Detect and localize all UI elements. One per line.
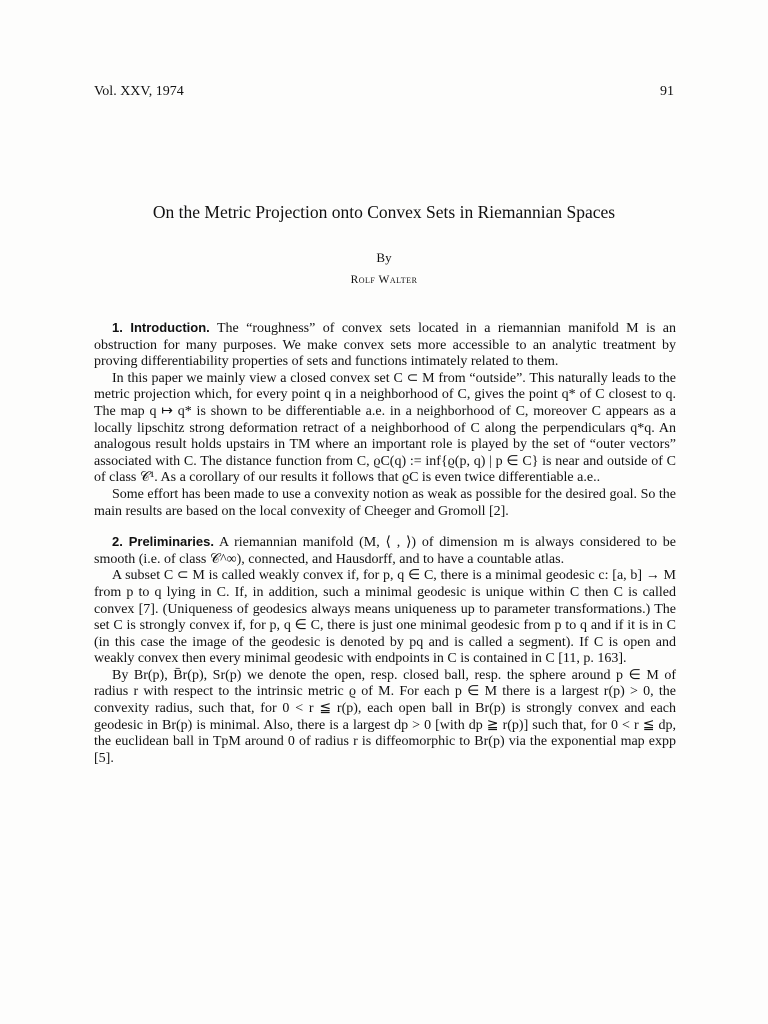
prelim-paragraph-3: By Br(p), B̄r(p), Sr(p) we denote the open, resp. closed ball, resp. the sphere around p ∈ M of radius r with respect to the intrinsic metric ϱ of M. For each p ∈ M there is a largest r(p) > 0, the convexity radius, such that, for 0 < r ≦ r(p), each open ball in Br(p) is strongly convex and each geodesic in Br(p) is minimal. Also, there is a largest dp > 0 [with dp ≧ r(p)] such that, for 0 < r ≦ dp, the euclidean ball in TpM around 0 of radius r is diffeomorphic to Br(p) via the exponential map expp [5]. xyxy=(94,667,676,766)
running-header xyxy=(94,84,674,104)
byline: By xyxy=(376,250,392,265)
journal-volume: Vol. XXV, 1974 xyxy=(94,84,184,99)
intro-paragraph-2: In this paper we mainly view a closed convex set C ⊂ M from “outside”. This naturally leads to the metric projection which, for every point q in a neighborhood of C, gives the point q* of C closest to q. The map q ↦ q* is shown to be differentiable a.e. in a neighborhood of C, moreover C appears as a locally lipschitz strong deformation retract of a neighborhood of C along the perpendiculars q*q. An analogous result holds upstairs in TM where an important role is played by the set of “outer vectors” associated with C. The distance function from C, ϱC(q) := inf{ϱ(p, q) | p ∈ C} is near and outside of C of class 𝒞¹. As a corollary of our results it follows that ϱC is even twice differentiable a.e.. xyxy=(94,370,676,486)
intro-paragraph-1-text: The “roughness” of convex sets located in a riemannian manifold M is an obstruction for many purposes. We make convex sets more accessible to an analytic treatment by proving differentiability properties of sets and functions intimately related to them. xyxy=(94,321,676,370)
prelim-paragraph-2: A subset C ⊂ M is called weakly convex if, for p, q ∈ C, there is a minimal geodesic c: [a, b] → M from p to q lying in C. If, in addition, such a minimal geodesic is unique within C then C is called convex [7]. (Uniqueness of geodesics always means uniqueness up to parameter transformations.) The set C is strongly convex if, for p, q ∈ C, there is just one minimal geodesic from p to q and if it is in C (in this case the image of the geodesic is denoted by pq and is called a segment). If C is open and weakly convex then every minimal geodesic with endpoints in C is contained in C [11, p. 163]. xyxy=(94,568,676,667)
intro-paragraph-3: Some effort has been made to use a convexity notion as weak as possible for the desired goal. So the main results are based on the local convexity of Cheeger and Gromoll [2]. xyxy=(94,486,676,519)
author-name: Rolf Walter xyxy=(350,274,418,286)
intro-paragraph-1 xyxy=(94,320,676,371)
section-heading-introduction: 1. Introduction. xyxy=(112,320,210,335)
page-number: 91 xyxy=(660,84,674,99)
body-text xyxy=(94,320,676,767)
prelim-paragraph-1 xyxy=(94,534,676,568)
prelim-paragraph-1-text: A riemannian manifold (M, ⟨ , ⟩) of dimension m is always considered to be smooth (i.e. of class 𝒞^∞), connected, and Hausdorff, and to have a countable atlas. xyxy=(94,535,676,567)
section-heading-preliminaries: 2. Preliminaries. xyxy=(112,534,214,550)
paper-title: On the Metric Projection onto Convex Sets in Riemannian Spaces xyxy=(152,202,616,222)
